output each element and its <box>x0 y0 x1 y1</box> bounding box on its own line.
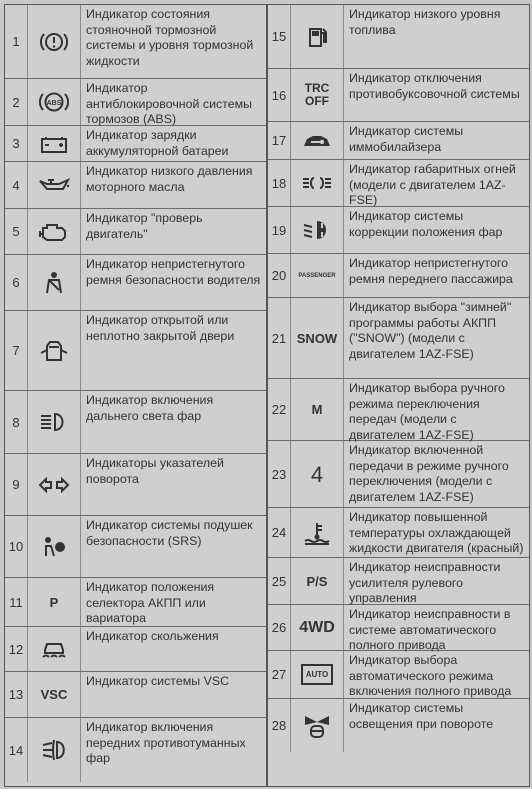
brake-warning-icon <box>28 5 81 78</box>
indicator-row <box>5 672 266 718</box>
row-number: 2 <box>5 79 28 125</box>
row-number: 28 <box>268 699 291 752</box>
4wd-icon-label: 4WD <box>299 619 335 636</box>
passenger-seatbelt-icon-label: PASSENGER <box>298 272 336 279</box>
row-number: 22 <box>268 379 291 440</box>
indicator-row <box>5 516 266 578</box>
indicator-row <box>268 5 529 69</box>
row-number: 20 <box>268 254 291 297</box>
immobilizer-icon <box>291 122 344 159</box>
indicator-row <box>5 627 266 672</box>
indicator-description: Индикатор системы коррекции положения фар <box>349 209 503 239</box>
indicator-description: Индикатор выбора "зимней" программы работы АКПП ("SNOW") (модели с двигателем 1AZ-FSE) <box>349 300 512 361</box>
high-beam-icon <box>28 391 81 453</box>
indicator-description: Индикатор скольжения <box>86 629 219 643</box>
indicator-description: Индикатор положения селектора АКПП или вариатора <box>86 580 215 625</box>
row-number: 19 <box>268 207 291 253</box>
indicator-row <box>268 207 529 254</box>
vsc-icon-label: VSC <box>40 687 68 702</box>
power-steering-icon-label: P/S <box>306 573 328 589</box>
row-number: 24 <box>268 508 291 557</box>
indicator-description: Индикатор выбора ручного режима переключения передач (модели с двигателем 1AZ-FSE) <box>349 381 505 442</box>
indicator-row <box>268 508 529 558</box>
turn-signal-icon <box>28 454 81 515</box>
indicator-row <box>268 298 529 379</box>
trc-off-icon-label: TRC OFF <box>304 81 330 108</box>
indicator-description: Индикаторы указателей поворота <box>86 456 224 486</box>
indicator-description: Индикатор непристегнутого ремня безопасности водителя <box>86 257 261 287</box>
indicator-row <box>5 255 266 311</box>
indicator-row <box>268 699 529 752</box>
airbag-icon <box>28 516 81 577</box>
indicator-description: Индикатор открытой или неплотно закрытой двери <box>86 313 235 343</box>
indicator-row <box>5 209 266 255</box>
row-number: 16 <box>268 69 291 121</box>
snow-icon <box>291 298 344 378</box>
indicator-description: Индикатор системы VSC <box>86 674 230 688</box>
skid-icon <box>28 627 81 671</box>
row-number: 14 <box>5 718 28 782</box>
indicator-row <box>268 69 529 122</box>
check-engine-icon <box>28 209 81 254</box>
row-number: 8 <box>5 391 28 453</box>
indicator-description: Индикатор габаритных огней (модели с двигателем 1AZ-FSE) <box>349 162 516 207</box>
coolant-temp-icon <box>291 508 344 557</box>
row-number: 6 <box>5 255 28 310</box>
indicator-row <box>268 651 529 699</box>
right-column <box>266 5 529 786</box>
indicator-description: Индикатор выбора автоматического режима включения полного привода <box>349 653 512 698</box>
indicator-description: Индикатор низкого уровня топлива <box>349 7 501 37</box>
indicator-description: Индикатор системы подушек безопасности (SRS) <box>86 518 253 548</box>
indicator-row <box>268 441 529 508</box>
indicator-description: Индикатор отключения противобуксовочной системы <box>349 71 520 101</box>
row-number: 21 <box>268 298 291 378</box>
svg-text:ABS: ABS <box>46 100 62 107</box>
manual-mode-icon-label: M <box>311 402 323 417</box>
indicator-row <box>5 5 266 79</box>
row-number: 15 <box>268 5 291 68</box>
indicator-description: Индикатор состояния стояночной тормозной системы и уровня тормозной жидкости <box>86 7 254 68</box>
indicator-row <box>268 160 529 207</box>
indicator-description: Индикатор зарядки аккумуляторной батареи <box>86 128 229 158</box>
row-number: 11 <box>5 578 28 626</box>
indicator-row <box>5 718 266 782</box>
passenger-seatbelt-icon <box>291 254 344 297</box>
indicator-row <box>268 122 529 160</box>
row-number: 5 <box>5 209 28 254</box>
indicator-row <box>5 454 266 516</box>
row-number: 13 <box>5 672 28 717</box>
auto-4wd-icon-label: AUTO <box>301 664 334 685</box>
indicator-description: Индикатор системы освещения при повороте <box>349 701 494 731</box>
seatbelt-icon <box>28 255 81 310</box>
row-number: 17 <box>268 122 291 159</box>
indicator-description: Индикатор "проверь двигатель" <box>86 211 203 241</box>
row-number: 3 <box>5 126 28 161</box>
oil-pressure-icon <box>28 162 81 208</box>
fuel-icon <box>291 5 344 68</box>
indicator-row <box>5 391 266 454</box>
indicator-description: Индикатор включенной передачи в режиме ручного переключения (модели с двигателем 1AZ-FSE) <box>349 443 509 504</box>
indicator-row <box>5 578 266 627</box>
power-steering-icon <box>291 558 344 604</box>
headlight-leveling-icon <box>291 207 344 253</box>
front-fog-icon <box>28 718 81 782</box>
indicator-row <box>5 162 266 209</box>
indicator-description: Индикатор неисправности усилителя рулевого управления <box>349 560 501 605</box>
row-number: 26 <box>268 605 291 650</box>
indicator-row <box>268 605 529 651</box>
indicator-description: Индикатор включения передних противотуманных фар <box>86 720 246 765</box>
battery-icon <box>28 126 81 161</box>
indicator-row <box>5 126 266 162</box>
parking-lights-icon <box>291 160 344 206</box>
left-column <box>5 5 266 786</box>
cornering-light-icon <box>291 699 344 752</box>
row-number: 27 <box>268 651 291 698</box>
4wd-icon <box>291 605 344 650</box>
indicator-description: Индикатор низкого давления моторного масла <box>86 164 253 194</box>
indicator-row <box>5 311 266 391</box>
snow-icon-label: SNOW <box>296 330 338 346</box>
indicator-row <box>268 254 529 298</box>
vsc-icon <box>28 672 81 717</box>
indicator-description: Индикатор системы иммобилайзера <box>349 124 464 154</box>
row-number: 9 <box>5 454 28 515</box>
trc-off-icon <box>291 69 344 121</box>
indicator-description: Индикатор антиблокировочной системы тормозов (ABS) <box>86 81 253 126</box>
row-number: 18 <box>268 160 291 206</box>
gear-position-icon <box>28 578 81 626</box>
row-number: 1 <box>5 5 28 78</box>
indicator-description: Индикатор непристегнутого ремня переднего пассажира <box>349 256 513 286</box>
gear-number-icon <box>291 441 344 507</box>
indicator-description: Индикатор включения дальнего света фар <box>86 393 214 423</box>
row-number: 12 <box>5 627 28 671</box>
row-number: 23 <box>268 441 291 507</box>
indicator-row <box>268 379 529 441</box>
row-number: 25 <box>268 558 291 604</box>
row-number: 7 <box>5 311 28 390</box>
auto-4wd-icon <box>291 651 344 698</box>
manual-mode-icon <box>291 379 344 440</box>
row-number: 10 <box>5 516 28 577</box>
gear-position-icon-label: P <box>49 594 59 610</box>
row-number: 4 <box>5 162 28 208</box>
indicator-description: Индикатор повышенной температуры охлаждающей жидкости двигателя (красный) <box>349 510 524 555</box>
indicator-description: Индикатор неисправности в системе автоматического полного привода <box>349 607 511 652</box>
gear-number-icon-label: 4 <box>310 461 324 487</box>
indicator-row <box>268 558 529 605</box>
door-open-icon <box>28 311 81 390</box>
indicator-row <box>5 79 266 126</box>
abs-icon <box>28 79 81 125</box>
indicator-table <box>4 4 530 787</box>
